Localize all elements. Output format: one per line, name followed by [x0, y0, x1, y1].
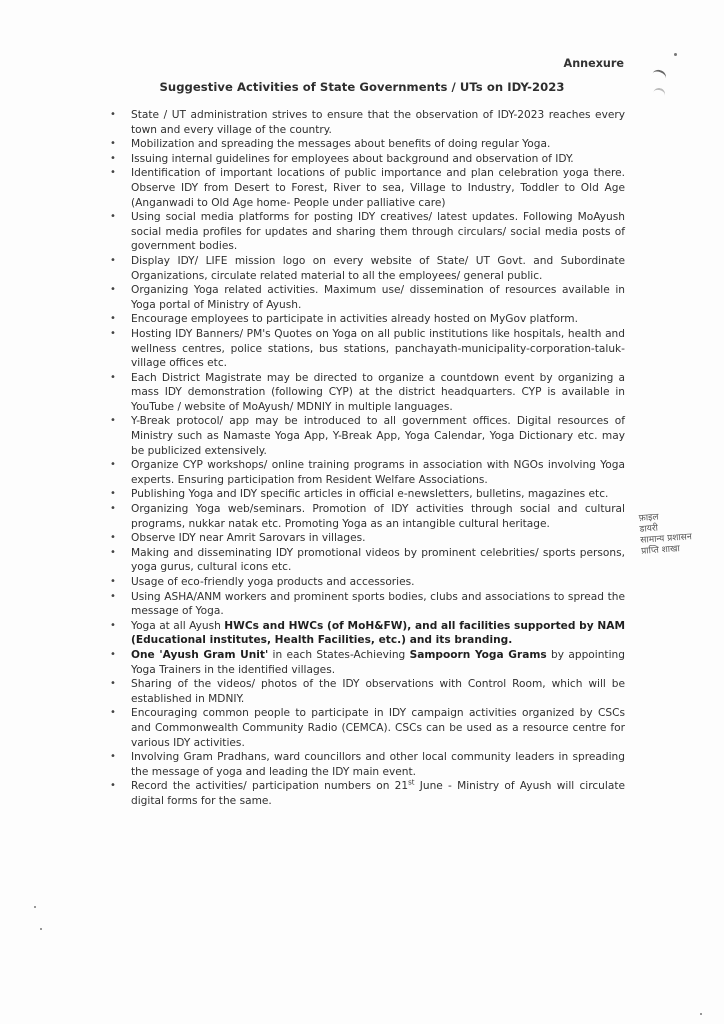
activity-text: Organizing Yoga related activities. Maximum use/ dissemination of resources available in Yoga portal of Ministry of Ayush. [131, 284, 625, 311]
stamp-line: फ़ाइल [638, 512, 659, 524]
activity-text: State / UT administration strives to ensure that the observation of IDY-2023 reaches every town and every village of the country. [131, 109, 625, 136]
receipt-stamp [639, 510, 693, 557]
activity-item [108, 371, 625, 415]
activity-item [108, 706, 625, 750]
activity-text: Observe IDY near Amrit Sarovars in villages. [131, 532, 366, 545]
activity-text: Usage of eco-friendly yoga products and accessories. [131, 576, 415, 588]
activity-item [108, 137, 625, 152]
activity-text: Using ASHA/ANM workers and prominent sports bodies, clubs and associations to spread the message of Yoga. [131, 590, 625, 618]
activity-item [108, 619, 625, 648]
activity-text: Sharing of the videos/ photos of the IDY observations with Control Room, which will be established in MDNIY. [131, 678, 625, 705]
activity-item [108, 590, 625, 619]
activity-text: Each District Magistrate may be directed to organize a countdown event by organizing a mass IDY demonstration (following CYP) at the district headquarters. CYP is available in YouTube / website of MoAyush/ MDNIY in multiple languages. [131, 371, 625, 413]
activity-text: Publishing Yoga and IDY specific articles in official e-newsletters, bulletins, magazines etc. [131, 488, 609, 501]
activity-text: Identification of important locations of public importance and plan celebration yoga there. Observe IDY from Desert to Forest, River to sea, Village to Industry, Toddler to Old Age (Anganwadi to Old Age home- People under palliative care) [131, 167, 625, 209]
bold-text: One 'Ayush Gram Unit' [131, 648, 269, 661]
activity-text: Issuing internal guidelines for employees about background and observation of IDY. [131, 152, 574, 165]
activity-text: Organizing Yoga web/seminars. Promotion of IDY activities through social and cultural programs, nukkar natak etc. Promoting Yoga as an intangible cultural heritage. [131, 503, 625, 530]
activity-text: Encourage employees to participate in activities already hosted on MyGov platform. [131, 313, 578, 326]
activity-text: Display IDY/ LIFE mission logo on every website of State/ UT Govt. and Subordinate Organizations, circulate related material to all the employees/ general public. [131, 254, 625, 282]
activity-item [108, 750, 625, 779]
superscript: st [408, 778, 415, 787]
activity-text: Encouraging common people to participate in IDY campaign activities organized by CSCs and Commonwealth Community Radio (CEMCA). CSCs can be used as a resource centre for various IDY activities. [131, 707, 625, 749]
activity-item [108, 779, 625, 808]
activity-text: Involving Gram Pradhans, ward councillors and other local community leaders in spreading the message of yoga and leading the IDY main event. [131, 751, 625, 778]
activity-item [108, 575, 625, 590]
scan-speck [34, 906, 36, 908]
activity-item [108, 210, 625, 254]
stamp-line: सामान्य प्रशासन [640, 532, 693, 546]
activity-text: Yoga at all Ayush [131, 619, 225, 632]
annexure-label: Annexure [563, 57, 624, 70]
scan-speck [674, 53, 677, 56]
activity-text: Using social media platforms for posting IDY creatives/ latest updates. Following MoAyush social media profiles for updates and sharing them through circulars/ social media posts of government bodies. [131, 211, 625, 253]
activity-text: in each States-Achieving [268, 648, 410, 661]
activity-item [108, 677, 625, 706]
activity-text: Hosting IDY Banners/ PM's Quotes on Yoga on all public institutions like hospitals, health and wellness centres, police stations, bus stations, panchayath-municipality-corporation-taluk-village offices etc. [131, 327, 625, 370]
scan-speck [40, 928, 42, 930]
activities-list [108, 108, 625, 809]
scan-speck [700, 1013, 702, 1015]
activity-text: June - Ministry of Ayush will circulate digital forms for the same. [131, 780, 625, 807]
activity-item [108, 283, 625, 312]
activity-text: Y-Break protocol/ app may be introduced to all government offices. Digital resources of Ministry such as Namaste Yoga App, Y-Break App, Yoga Calendar, Yoga Dictionary etc. may be publicized extensively. [131, 415, 625, 457]
activity-text: Mobilization and spreading the messages about benefits of doing regular Yoga. [131, 138, 551, 151]
activity-item [108, 166, 625, 210]
activity-item [108, 487, 625, 502]
activity-item [108, 531, 625, 546]
activity-item [108, 152, 625, 167]
activity-item [108, 312, 625, 327]
bold-text: Sampoorn Yoga Grams [409, 648, 547, 661]
activity-text: Making and disseminating IDY promotional videos by prominent celebrities/ sports persons, yoga gurus, cultural icons etc. [131, 546, 625, 574]
activity-text: by appointing Yoga Trainers in the identified villages. [131, 648, 625, 676]
activity-item [108, 254, 625, 283]
activity-item [108, 546, 625, 575]
activity-item [108, 327, 625, 371]
document-title: Suggestive Activities of State Governments / UTs on IDY-2023 [159, 80, 565, 94]
activity-item [108, 648, 625, 677]
stamp-line: डायरी [639, 523, 659, 535]
activity-item [108, 414, 625, 458]
activity-item [108, 458, 625, 487]
activity-text: Record the activities/ participation numbers on 21 [131, 780, 409, 793]
bold-text: HWCs and HWCs (of MoH&FW), and all facilities supported by NAM (Educational institutes, Health Facilities, etc.) and its branding. [131, 619, 626, 647]
activity-text: Organize CYP workshops/ online training programs in association with NGOs involving Yoga experts. Ensuring participation from Resident Welfare Associations. [131, 459, 625, 486]
stamp-line: प्राप्ति शाखा [640, 544, 681, 557]
activity-item [108, 108, 625, 137]
activity-item [108, 502, 625, 531]
